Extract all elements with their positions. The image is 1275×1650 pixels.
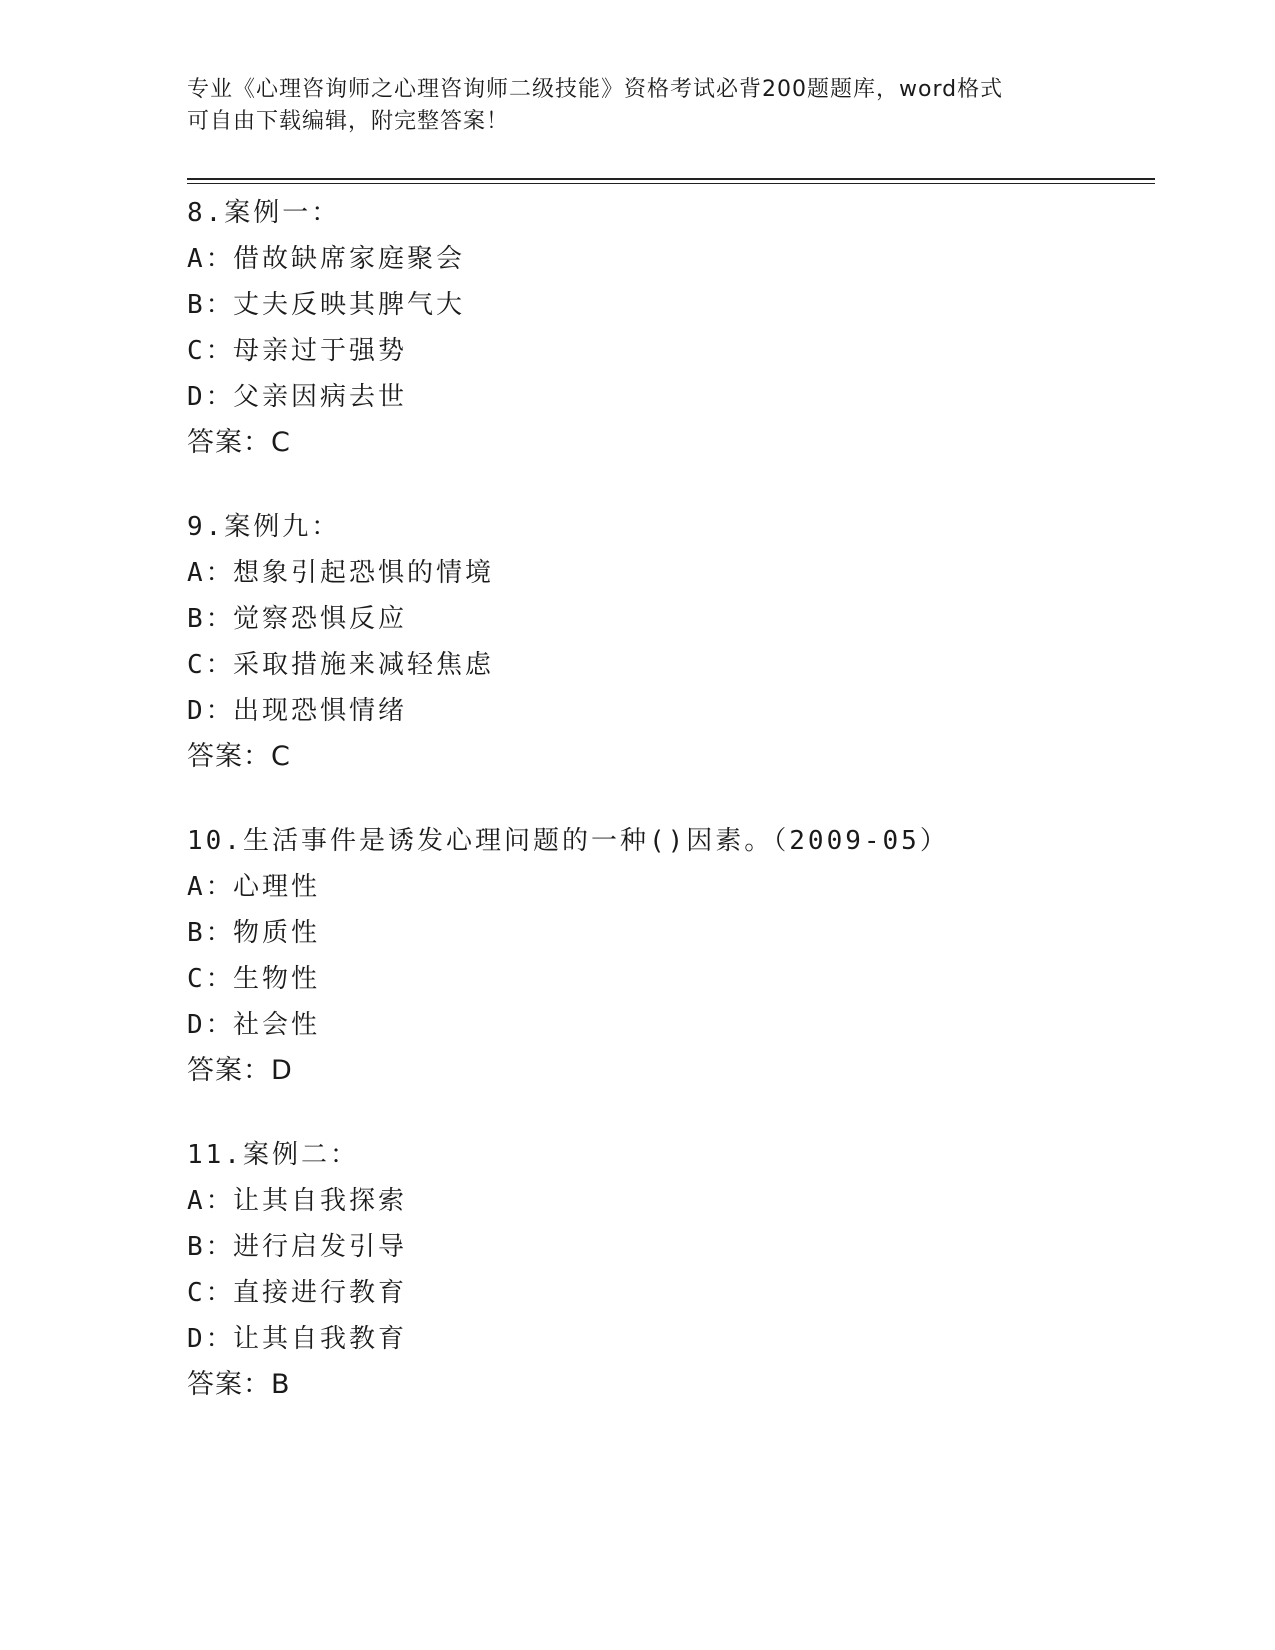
header-divider (187, 178, 1155, 184)
answer-line: 答案：D (187, 1055, 293, 1086)
answer-line: 答案：B (187, 1369, 291, 1400)
option-key: B： (187, 1232, 235, 1262)
page-header (187, 74, 1087, 138)
option-c (187, 956, 1147, 1002)
question-8 (187, 190, 1147, 466)
option-text: 直接进行教育 (233, 1278, 408, 1308)
header-line-2: 可自由下载编辑，附完整答案！ (187, 109, 510, 134)
answer-line: 答案：C (187, 427, 291, 458)
question-9 (187, 504, 1147, 780)
option-d (187, 374, 1147, 420)
option-key: D： (187, 1324, 235, 1354)
option-a (187, 550, 1147, 596)
option-text: 觉察恐惧反应 (233, 604, 408, 634)
option-text: 父亲因病去世 (233, 382, 408, 412)
option-key: C： (187, 336, 235, 366)
option-key: B： (187, 290, 235, 320)
option-key: A： (187, 1186, 235, 1216)
option-key: C： (187, 1278, 235, 1308)
option-text: 想象引起恐惧的情境 (233, 558, 495, 588)
header-line-1: 专业《心理咨询师之心理咨询师二级技能》资格考试必背200题题库，word格式 (187, 77, 1004, 102)
option-b (187, 1224, 1147, 1270)
option-key: A： (187, 872, 235, 902)
option-d (187, 688, 1147, 734)
option-key: D： (187, 1010, 235, 1040)
option-c (187, 642, 1147, 688)
option-text: 生物性 (233, 964, 321, 994)
question-11 (187, 1132, 1147, 1408)
option-b (187, 596, 1147, 642)
question-title: 9.案例九： (187, 512, 341, 542)
question-10 (187, 818, 1147, 1094)
option-text: 心理性 (233, 872, 321, 902)
option-key: B： (187, 604, 235, 634)
option-text: 进行启发引导 (233, 1232, 408, 1262)
option-text: 丈夫反映其脾气大 (233, 290, 466, 320)
option-a (187, 864, 1147, 910)
option-key: A： (187, 244, 235, 274)
option-key: D： (187, 696, 235, 726)
option-text: 母亲过于强势 (233, 336, 408, 366)
option-key: C： (187, 964, 235, 994)
option-d (187, 1002, 1147, 1048)
option-text: 让其自我探索 (233, 1186, 408, 1216)
option-b (187, 910, 1147, 956)
option-text: 让其自我教育 (233, 1324, 408, 1354)
option-key: B： (187, 918, 235, 948)
option-text: 社会性 (233, 1010, 321, 1040)
option-c (187, 328, 1147, 374)
question-title: 8.案例一： (187, 198, 341, 228)
option-a (187, 236, 1147, 282)
option-a (187, 1178, 1147, 1224)
option-d (187, 1316, 1147, 1362)
question-title: 11.案例二： (187, 1140, 359, 1170)
option-key: C： (187, 650, 235, 680)
answer-line: 答案：C (187, 741, 291, 772)
option-text: 出现恐惧情绪 (233, 696, 408, 726)
option-key: A： (187, 558, 235, 588)
question-title: 10.生活事件是诱发心理问题的一种()因素。（2009-05） (187, 826, 949, 856)
option-c (187, 1270, 1147, 1316)
question-list (187, 190, 1147, 1446)
option-text: 借故缺席家庭聚会 (233, 244, 466, 274)
option-b (187, 282, 1147, 328)
option-key: D： (187, 382, 235, 412)
option-text: 采取措施来减轻焦虑 (233, 650, 495, 680)
option-text: 物质性 (233, 918, 321, 948)
